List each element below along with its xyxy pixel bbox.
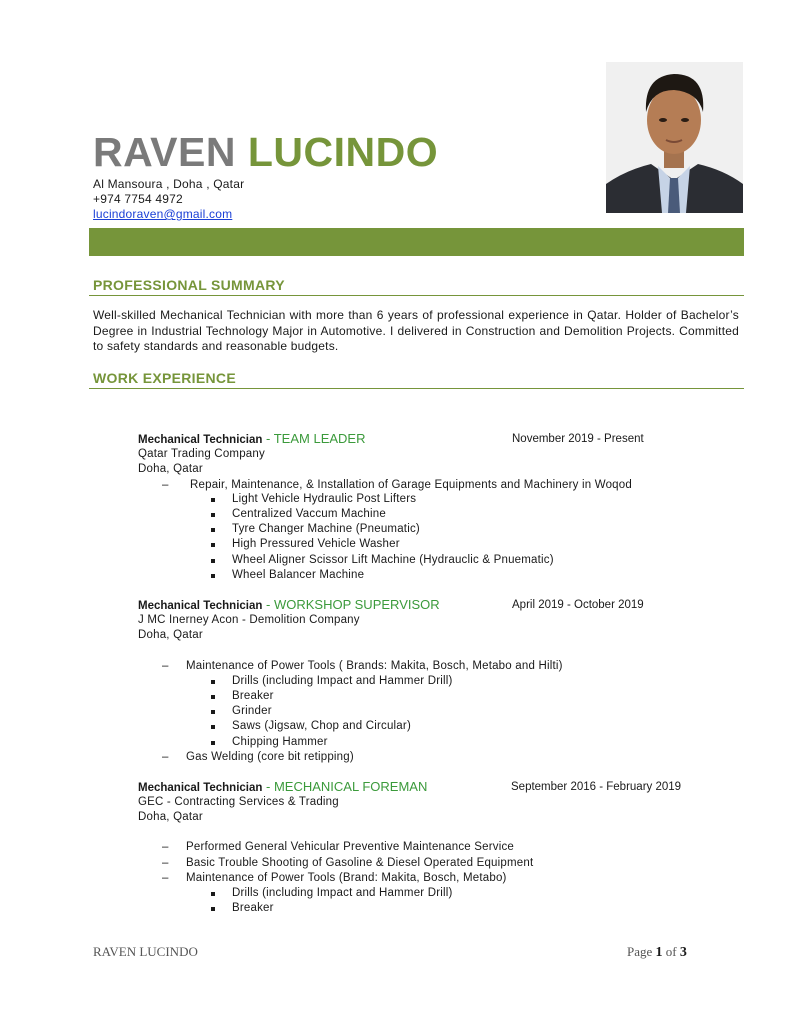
- email-link[interactable]: lucindoraven@gmail.com: [93, 207, 233, 221]
- square-bullet: [211, 559, 215, 563]
- square-bullet: [211, 710, 215, 714]
- job-position: - MECHANICAL FOREMAN: [262, 779, 428, 794]
- work-heading: WORK EXPERIENCE: [93, 370, 236, 386]
- summary-heading: PROFESSIONAL SUMMARY: [93, 277, 285, 293]
- job-title: [138, 779, 427, 796]
- last-name: LUCINDO: [247, 129, 439, 175]
- address: Al Mansoura , Doha , Qatar: [93, 177, 245, 191]
- job-position: - TEAM LEADER: [262, 431, 366, 446]
- job-duty: Performed General Vehicular Preventive Maintenance Service: [186, 841, 515, 853]
- dash-bullet: –: [162, 872, 169, 884]
- square-bullet: [211, 543, 215, 547]
- page-current: 1: [655, 945, 663, 960]
- page-indicator: [627, 944, 687, 961]
- job-duty: Gas Welding (core bit retipping): [186, 751, 354, 763]
- of-word: of: [665, 944, 677, 959]
- header-divider-bar: [89, 228, 744, 256]
- footer-name: RAVEN LUCINDO: [93, 944, 198, 959]
- square-bullet: [211, 907, 215, 911]
- job-company: Qatar Trading Company: [138, 448, 265, 460]
- job-duty: Repair, Maintenance, & Installation of Garage Equipments and Machinery in Woqod: [190, 479, 632, 491]
- job-item: Saws (Jigsaw, Chop and Circular): [232, 720, 411, 732]
- job-item: Wheel Balancer Machine: [232, 569, 365, 581]
- job-item: Tyre Changer Machine (Pneumatic): [232, 523, 420, 535]
- dash-bullet: –: [162, 751, 169, 763]
- dash-bullet: –: [162, 479, 169, 491]
- page-total: 3: [679, 945, 687, 960]
- square-bullet: [211, 725, 215, 729]
- job-date: November 2019 - Present: [512, 433, 644, 445]
- work-rule: [89, 388, 744, 389]
- page-word: Page: [627, 944, 653, 959]
- dash-bullet: –: [162, 841, 169, 853]
- job-item: Chipping Hammer: [232, 736, 328, 748]
- job-date: September 2016 - February 2019: [511, 781, 682, 793]
- candidate-name: [93, 128, 438, 176]
- job-duty: Maintenance of Power Tools ( Brands: Makita, Bosch, Metabo and Hilti): [186, 660, 563, 672]
- square-bullet: [211, 680, 215, 684]
- job-company: GEC - Contracting Services & Trading: [138, 796, 339, 808]
- summary-text: Well-skilled Mechanical Technician with more than 6 years of professional experience in Qatar. Holder of Bachelor’s Degree in Industrial Technology Major in Automotive. I delivered in Construction and Demolition Projects. Committed to safety standards and reasonable budgets.: [93, 308, 739, 353]
- job-role: Mechanical Technician: [138, 600, 263, 612]
- square-bullet: [211, 892, 215, 896]
- job-item: Drills (including Impact and Hammer Drill): [232, 887, 453, 899]
- job-item: Wheel Aligner Scissor Lift Machine (Hydrauclic & Pnuematic): [232, 554, 554, 566]
- job-company: J MC Inerney Acon - Demolition Company: [138, 614, 360, 626]
- job-item: Light Vehicle Hydraulic Post Lifters: [232, 493, 417, 505]
- job-role: Mechanical Technician: [138, 434, 263, 446]
- square-bullet: [211, 528, 215, 532]
- job-location: Doha, Qatar: [138, 629, 203, 641]
- dash-bullet: –: [162, 857, 169, 869]
- square-bullet: [211, 513, 215, 517]
- profile-photo: [606, 62, 743, 213]
- job-location: Doha, Qatar: [138, 463, 203, 475]
- job-position: - WORKSHOP SUPERVISOR: [262, 597, 440, 612]
- job-location: Doha, Qatar: [138, 811, 203, 823]
- job-date: April 2019 - October 2019: [512, 599, 644, 611]
- job-duty: Maintenance of Power Tools (Brand: Makita, Bosch, Metabo): [186, 872, 507, 884]
- dash-bullet: –: [162, 660, 169, 672]
- first-name: RAVEN: [93, 129, 236, 175]
- square-bullet: [211, 741, 215, 745]
- square-bullet: [211, 574, 215, 578]
- job-duty: Basic Trouble Shooting of Gasoline & Diesel Operated Equipment: [186, 857, 534, 869]
- job-item: Breaker: [232, 902, 274, 914]
- job-item: Breaker: [232, 690, 274, 702]
- job-item: High Pressured Vehicle Washer: [232, 538, 400, 550]
- phone: +974 7754 4972: [93, 192, 183, 206]
- square-bullet: [211, 695, 215, 699]
- square-bullet: [211, 498, 215, 502]
- job-title: [138, 597, 440, 614]
- job-role: Mechanical Technician: [138, 782, 263, 794]
- job-item: Grinder: [232, 705, 272, 717]
- summary-rule: [89, 295, 744, 296]
- job-item: Drills (including Impact and Hammer Drill): [232, 675, 453, 687]
- job-title: [138, 431, 365, 448]
- job-item: Centralized Vaccum Machine: [232, 508, 386, 520]
